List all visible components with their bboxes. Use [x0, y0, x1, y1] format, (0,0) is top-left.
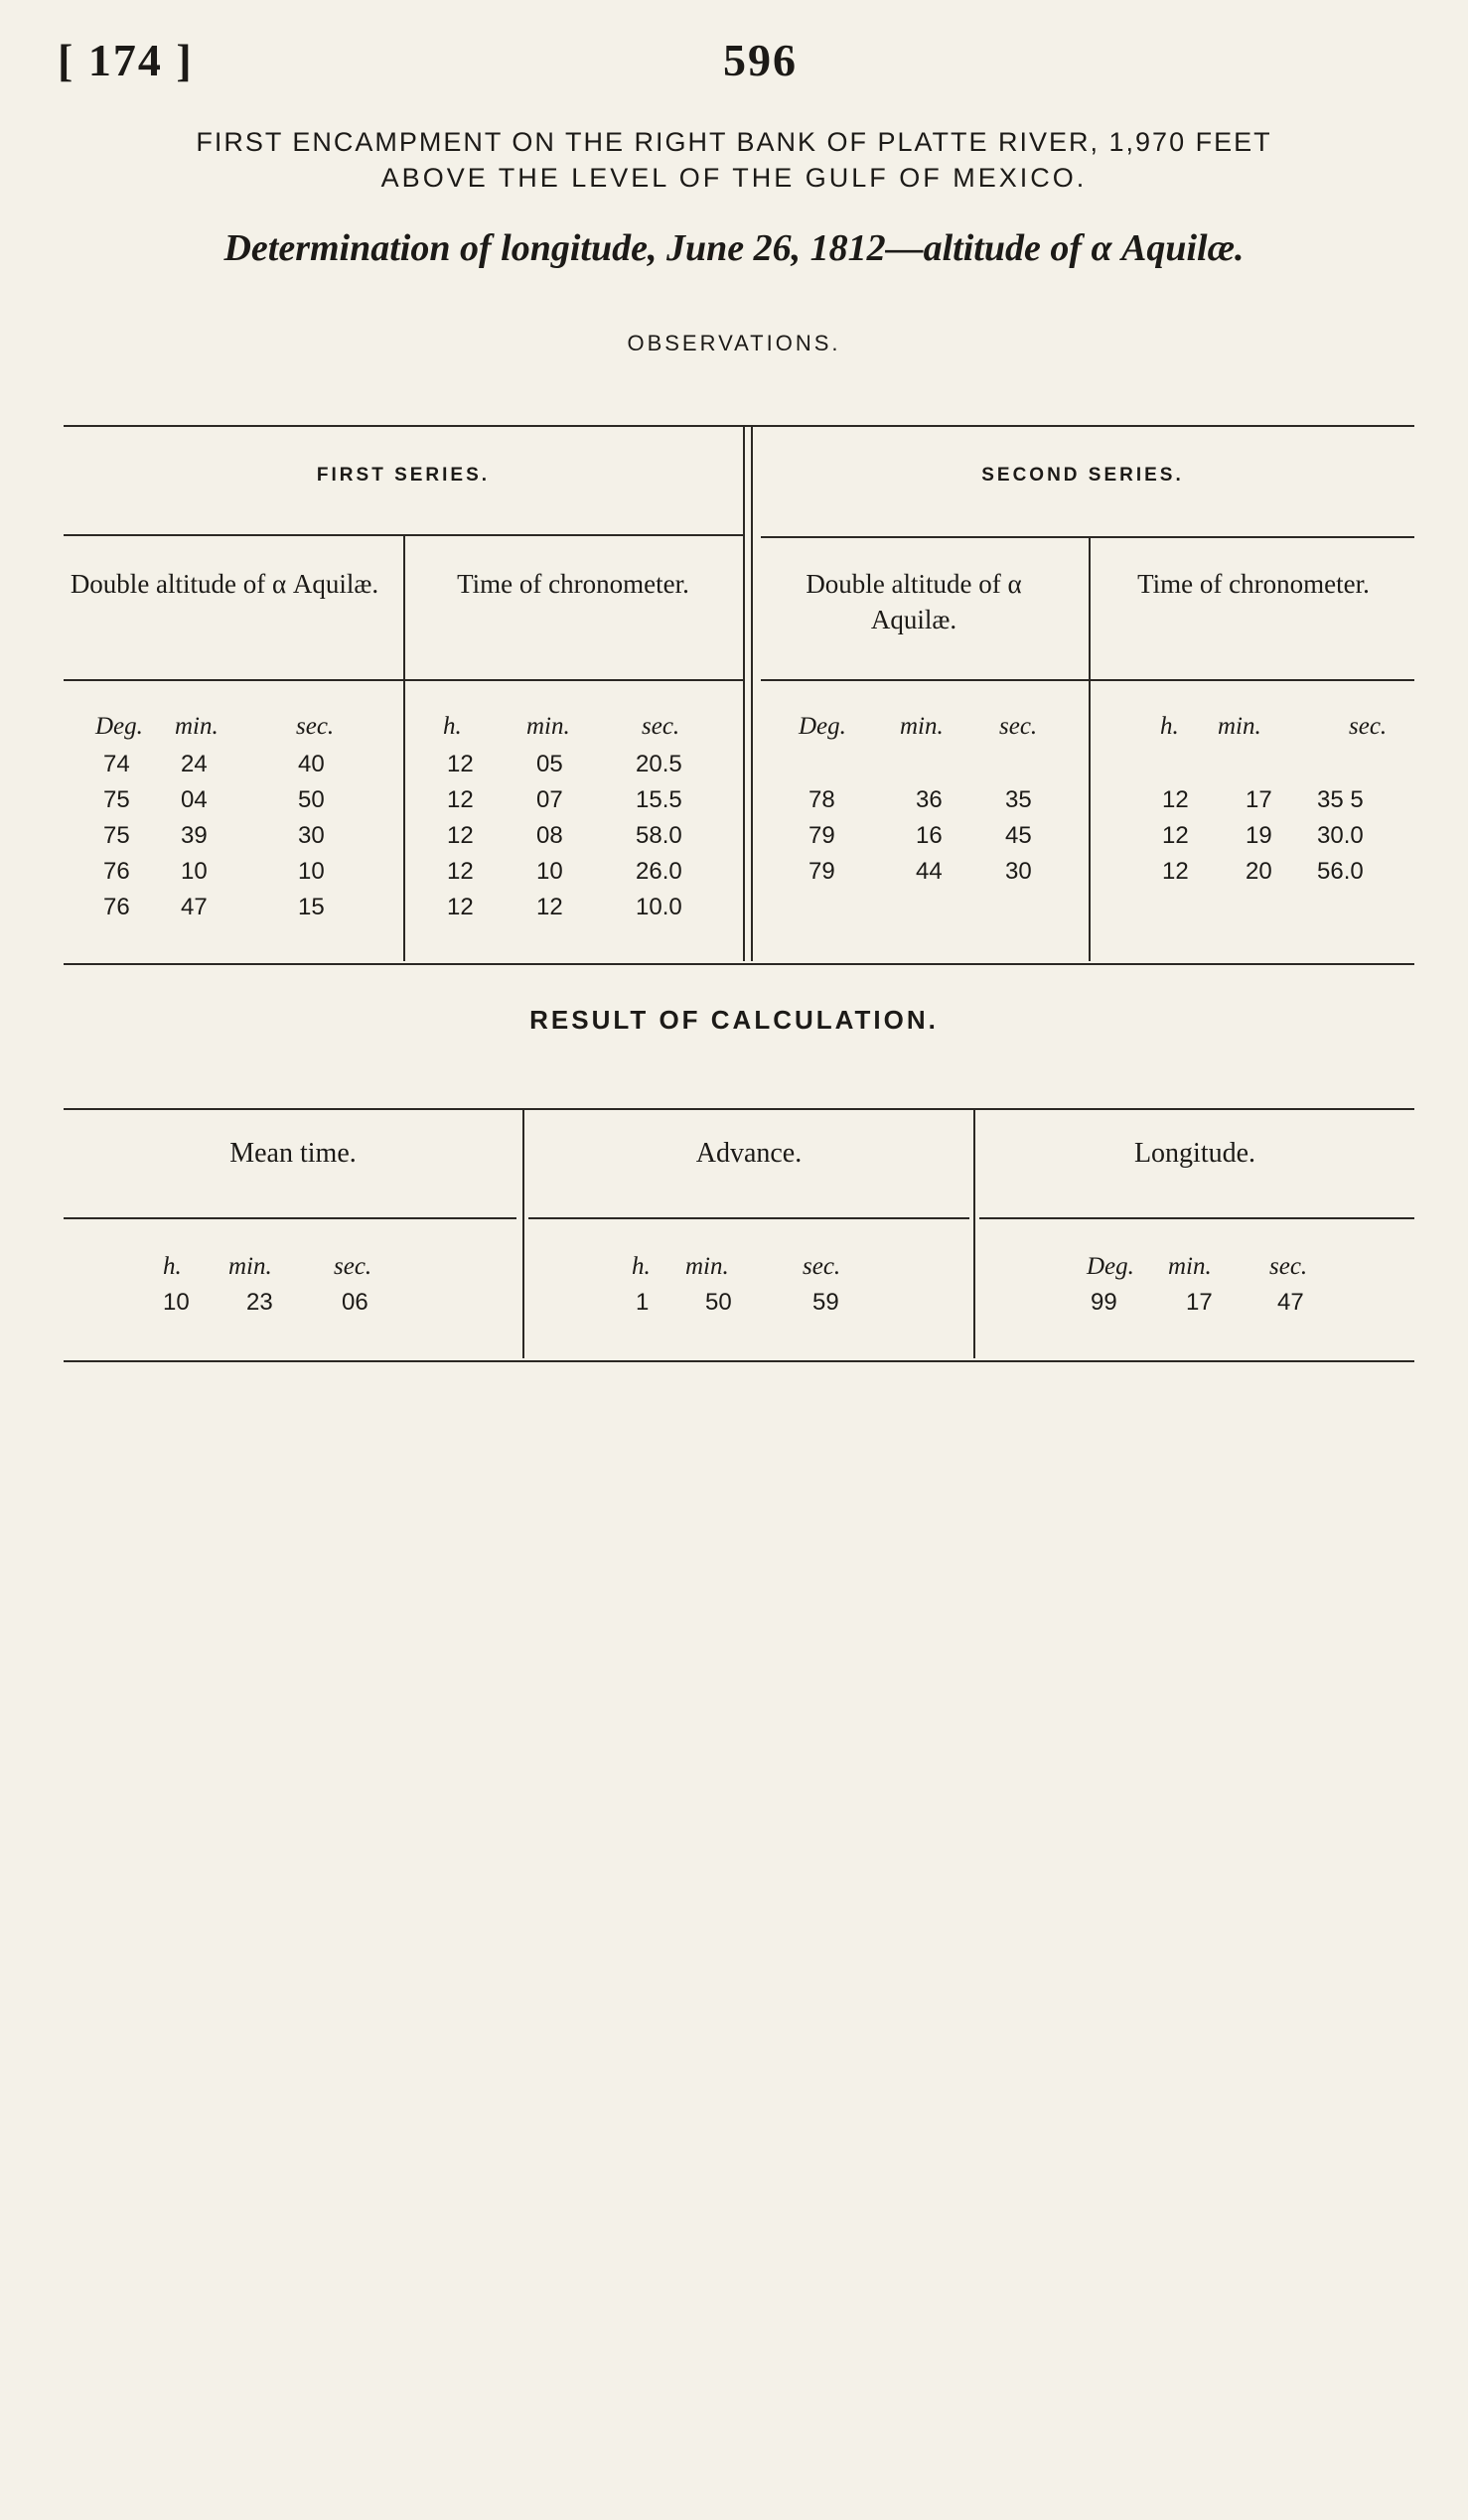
- second-series-label: SECOND SERIES.: [981, 465, 1184, 486]
- longitude-unit-min: min.: [1168, 1253, 1212, 1280]
- second-time-h: 12: [1162, 822, 1189, 849]
- mean-time-unit-sec: sec.: [334, 1253, 372, 1280]
- first-alt-unit-deg: Deg.: [95, 713, 143, 740]
- first-time-sec: 10.0: [636, 894, 682, 920]
- first-time-unit-h: h.: [443, 713, 462, 740]
- first-time-min: 10: [536, 858, 563, 885]
- first-time-sec: 58.0: [636, 822, 682, 849]
- result-heading: RESULT OF CALCULATION.: [529, 1005, 939, 1035]
- first-time-header: Time of chronometer.: [457, 569, 689, 599]
- advance-sec: 59: [812, 1289, 839, 1316]
- second-time-min: 19: [1246, 822, 1272, 849]
- longitude-sec: 47: [1277, 1289, 1304, 1316]
- first-alt-min: 24: [181, 751, 208, 777]
- second-alt-min: 36: [916, 786, 943, 813]
- first-alt-min: 10: [181, 858, 208, 885]
- mean-time-h: 10: [163, 1289, 190, 1316]
- second-time-sec: 56.0: [1317, 858, 1364, 885]
- first-time-unit-sec: sec.: [642, 713, 680, 740]
- first-alt-min: 47: [181, 894, 208, 920]
- title-line-2: ABOVE THE LEVEL OF THE GULF OF MEXICO.: [380, 163, 1088, 193]
- longitude-header: Longitude.: [1133, 1138, 1256, 1169]
- second-alt-sec: 45: [1005, 822, 1032, 849]
- title-line-1: FIRST ENCAMPMENT ON THE RIGHT BANK OF PLATTE RIVER, 1,970 FEET: [196, 127, 1272, 157]
- second-alt-unit-sec: sec.: [999, 713, 1038, 740]
- obs-header-rule-right: [761, 679, 1414, 681]
- obs-center-divider-a: [743, 425, 745, 961]
- first-alt-sec: 30: [298, 822, 325, 849]
- observations-heading: OBSERVATIONS.: [627, 331, 841, 355]
- longitude-min: 17: [1186, 1289, 1213, 1316]
- second-alt-unit-min: min.: [900, 713, 944, 740]
- longitude-unit-deg: Deg.: [1087, 1253, 1134, 1280]
- first-alt-deg: 76: [103, 858, 130, 885]
- result-header-rule-mid: [528, 1217, 969, 1219]
- first-alt-unit-sec: sec.: [296, 713, 335, 740]
- obs-top-rule: [64, 425, 1414, 427]
- obs-bottom-rule: [64, 963, 1414, 965]
- second-alt-sec: 30: [1005, 858, 1032, 885]
- first-alt-sec: 50: [298, 786, 325, 813]
- page-number: 596: [723, 35, 798, 85]
- second-alt-sec: 35: [1005, 786, 1032, 813]
- mean-time-header: Mean time.: [229, 1138, 357, 1169]
- advance-unit-sec: sec.: [803, 1253, 841, 1280]
- second-time-unit-h: h.: [1160, 713, 1179, 740]
- page-header: [58, 30, 1428, 89]
- first-time-min: 05: [536, 751, 563, 777]
- second-alt-unit-deg: Deg.: [799, 713, 846, 740]
- first-alt-deg: 76: [103, 894, 130, 920]
- second-time-header: Time of chronometer.: [1137, 569, 1370, 599]
- first-time-sec: 26.0: [636, 858, 682, 885]
- second-alt-deg: 79: [808, 858, 835, 885]
- longitude-deg: 99: [1091, 1289, 1117, 1316]
- second-time-h: 12: [1162, 858, 1189, 885]
- second-time-h: 12: [1162, 786, 1189, 813]
- second-time-unit-sec: sec.: [1349, 713, 1388, 740]
- second-alt-deg: 79: [808, 822, 835, 849]
- obs-col-divider-first: [403, 536, 405, 961]
- first-time-unit-min: min.: [526, 713, 570, 740]
- first-alt-unit-min: min.: [175, 713, 219, 740]
- first-time-h: 12: [447, 786, 474, 813]
- obs-col-divider-second: [1089, 538, 1091, 961]
- first-alt-deg: 75: [103, 822, 130, 849]
- first-time-h: 12: [447, 751, 474, 777]
- second-time-sec: 30.0: [1317, 822, 1364, 849]
- second-alt-min: 16: [916, 822, 943, 849]
- obs-center-divider-b: [751, 425, 753, 961]
- first-time-h: 12: [447, 822, 474, 849]
- first-alt-deg: 74: [103, 751, 130, 777]
- first-time-min: 07: [536, 786, 563, 813]
- second-alt-deg: 78: [808, 786, 835, 813]
- first-time-h: 12: [447, 858, 474, 885]
- first-time-h: 12: [447, 894, 474, 920]
- second-time-unit-min: min.: [1218, 713, 1261, 740]
- first-alt-deg: 75: [103, 786, 130, 813]
- second-alt-min: 44: [916, 858, 943, 885]
- first-alt-sec: 10: [298, 858, 325, 885]
- second-altitude-header: Double altitude of α Aquilæ.: [806, 569, 1022, 634]
- first-alt-sec: 40: [298, 751, 325, 777]
- first-alt-min: 04: [181, 786, 208, 813]
- result-header-rule-left: [64, 1217, 516, 1219]
- longitude-unit-sec: sec.: [1269, 1253, 1308, 1280]
- second-time-min: 17: [1246, 786, 1272, 813]
- obs-series-rule-right: [761, 536, 1414, 538]
- first-time-min: 12: [536, 894, 563, 920]
- first-alt-sec: 15: [298, 894, 325, 920]
- first-alt-min: 39: [181, 822, 208, 849]
- first-altitude-header: Double altitude of α Aquilæ.: [70, 569, 379, 599]
- mean-time-min: 23: [246, 1289, 273, 1316]
- mean-time-unit-h: h.: [163, 1253, 182, 1280]
- result-bottom-rule: [64, 1360, 1414, 1362]
- mean-time-unit-min: min.: [228, 1253, 272, 1280]
- result-top-rule: [64, 1108, 1414, 1110]
- advance-header: Advance.: [695, 1138, 803, 1169]
- advance-min: 50: [705, 1289, 732, 1316]
- page-reference: [ 174 ]: [58, 35, 194, 85]
- advance-h: 1: [636, 1289, 650, 1316]
- result-header-rule-right: [979, 1217, 1414, 1219]
- first-series-label: FIRST SERIES.: [316, 465, 491, 486]
- obs-header-rule-left: [64, 679, 743, 681]
- second-time-sec: 35 5: [1317, 786, 1364, 813]
- advance-unit-h: h.: [632, 1253, 651, 1280]
- advance-unit-min: min.: [685, 1253, 729, 1280]
- first-time-sec: 15.5: [636, 786, 682, 813]
- mean-time-sec: 06: [342, 1289, 368, 1316]
- first-time-min: 08: [536, 822, 563, 849]
- first-time-sec: 20.5: [636, 751, 682, 777]
- second-time-min: 20: [1246, 858, 1272, 885]
- subtitle: Determination of longitude, June 26, 1812—altitude of α Aquilæ.: [223, 227, 1245, 269]
